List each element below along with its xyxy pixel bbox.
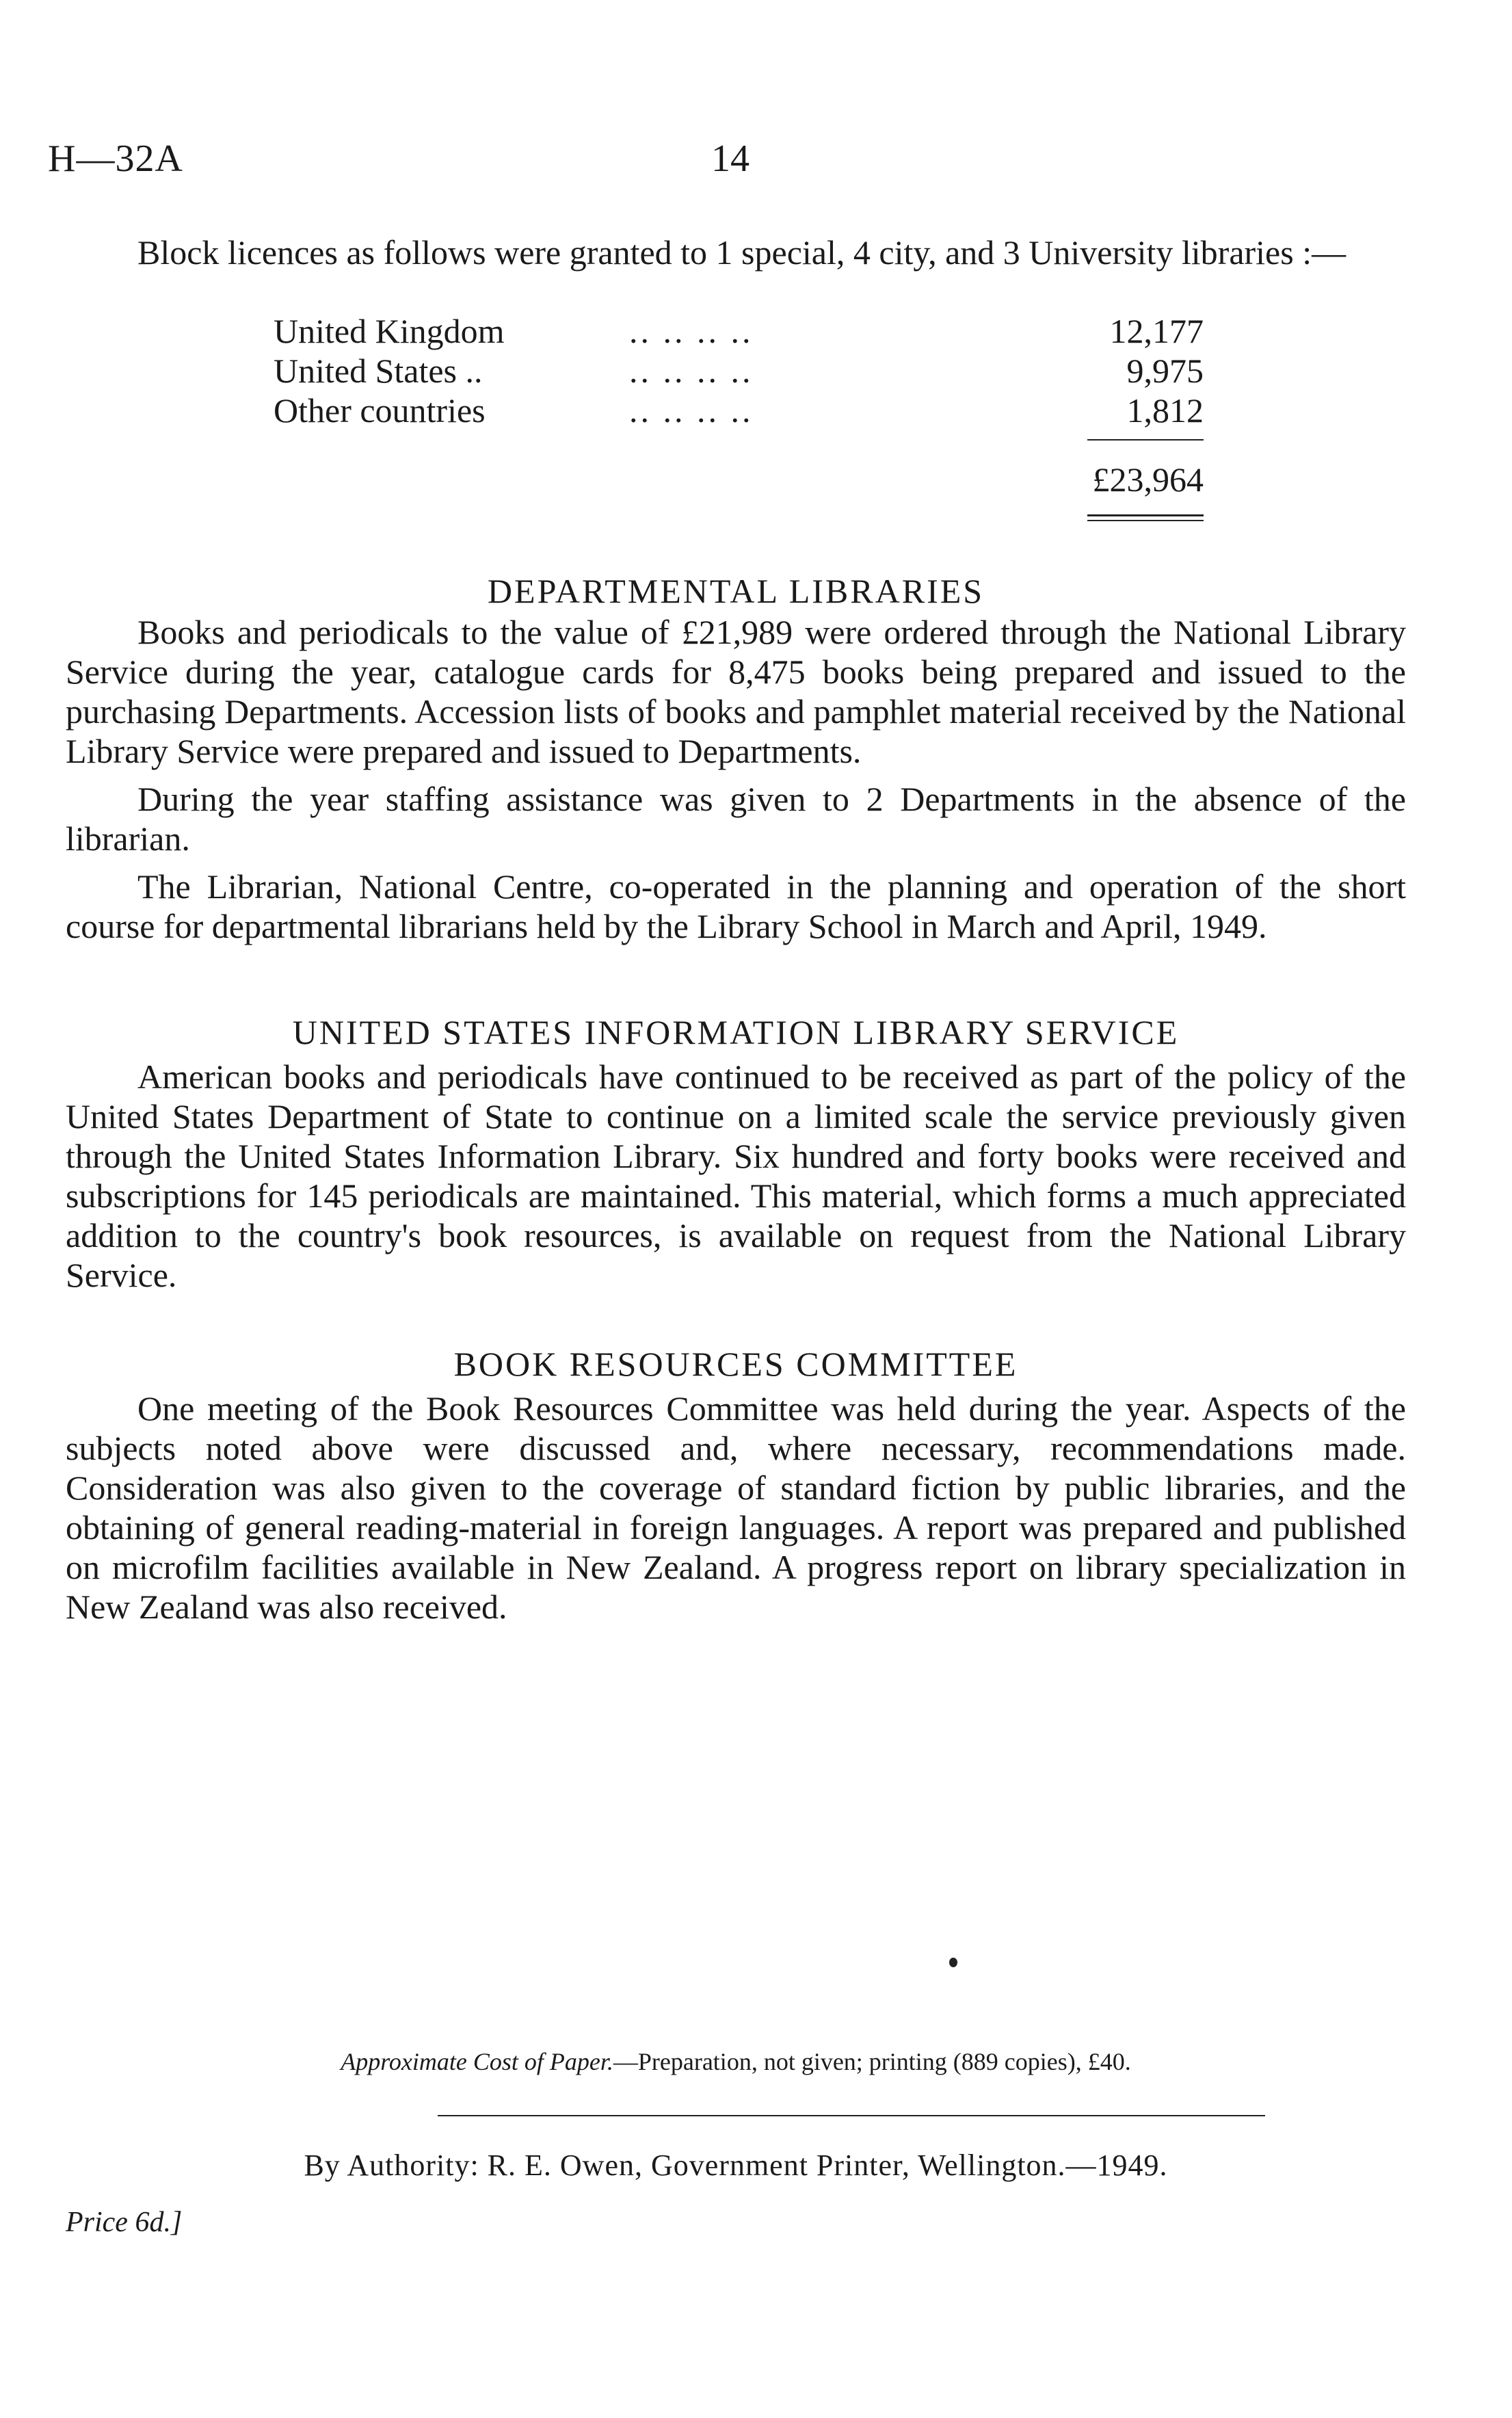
departmental-paragraph-3: The Librarian, National Centre, co-operated in the planning and operation of the short course for departmental librarians held by the Library School in March and April, 1949. (66, 867, 1406, 945)
heading-departmental-libraries: DEPARTMENTAL LIBRARIES (487, 572, 985, 610)
licence-row-other (274, 391, 1204, 430)
cost-of-paper-text: —Preparation, not given; printing (889 copies), £40. (613, 2048, 1131, 2075)
printer-authority: By Authority: R. E. Owen, Government Printer, Wellington.—1949. (304, 2148, 1168, 2182)
licence-amount: 1,812 (1126, 391, 1204, 430)
licence-total-row (274, 460, 1204, 499)
leader-dots: .. .. .. .. (629, 391, 754, 430)
page-number: 14 (711, 137, 750, 180)
licence-country: United States .. (274, 352, 483, 390)
printer-mark (949, 1958, 957, 1967)
total-double-rule-top (1087, 514, 1204, 516)
licence-country: United Kingdom (274, 312, 505, 350)
usis-paragraph-1: American books and periodicals have continued to be received as part of the policy of the United States Department of State to continue on a limited scale the service previously given through the United States Information Library. Six hundred and forty books were received and subscriptions for 145 periodicals are maintained. This material, which forms a much appreciated addition to the country's book resources, is available on request from the National Library Service. (66, 1057, 1406, 1294)
departmental-section (66, 612, 1406, 946)
block-licences-intro-text: Block licences as follows were granted to 1 special, 4 city, and 3 University libraries :— (137, 233, 1347, 272)
price-note: Price 6d.] (66, 2207, 183, 2238)
brc-paragraph-1: One meeting of the Book Resources Committee was held during the year. Aspects of the subjects noted above were discussed and, where necessary, recommendations made. Consideration was also given to the coverage of standard fiction by public libraries, and the obtaining of general reading-material in foreign languages. A report was prepared and published on microfilm facilities available in New Zealand. A progress report on library specialization in New Zealand was also received. (66, 1389, 1406, 1626)
licence-total: £23,964 (1092, 460, 1204, 499)
subtotal-rule (1087, 439, 1204, 441)
leader-dots: .. .. .. .. (629, 312, 754, 350)
heading-book-resources-committee: BOOK RESOURCES COMMITTEE (453, 1345, 1018, 1383)
block-licences-intro (66, 233, 1406, 272)
licence-country: Other countries (274, 391, 486, 430)
usis-section (66, 1057, 1406, 1295)
departmental-paragraph-1: Books and periodicals to the value of £21,989 were ordered through the National Library Service during the year, catalogue cards for 8,475 books being prepared and issued to the purchasing Departments. Accession lists of books and pamphlet material received by the National Library Service were prepared and issued to Departments. (66, 613, 1406, 770)
licence-amount: 9,975 (1126, 352, 1204, 390)
brc-section (66, 1389, 1406, 1627)
cost-of-paper-label: Approximate Cost of Paper. (341, 2048, 613, 2075)
licence-row-us (274, 351, 1204, 391)
heading-usis: UNITED STATES INFORMATION LIBRARY SERVICE (292, 1013, 1180, 1051)
licence-row-uk (274, 311, 1204, 351)
cost-of-paper-note (66, 2047, 1406, 2076)
document-reference: H—32A (48, 137, 183, 180)
leader-dots: .. .. .. .. (629, 352, 754, 390)
footer-rule (438, 2115, 1265, 2116)
departmental-paragraph-2: During the year staffing assistance was given to 2 Departments in the absence of the librarian. (66, 780, 1406, 858)
licence-amount: 12,177 (1109, 312, 1204, 350)
total-double-rule-bottom (1087, 520, 1204, 521)
